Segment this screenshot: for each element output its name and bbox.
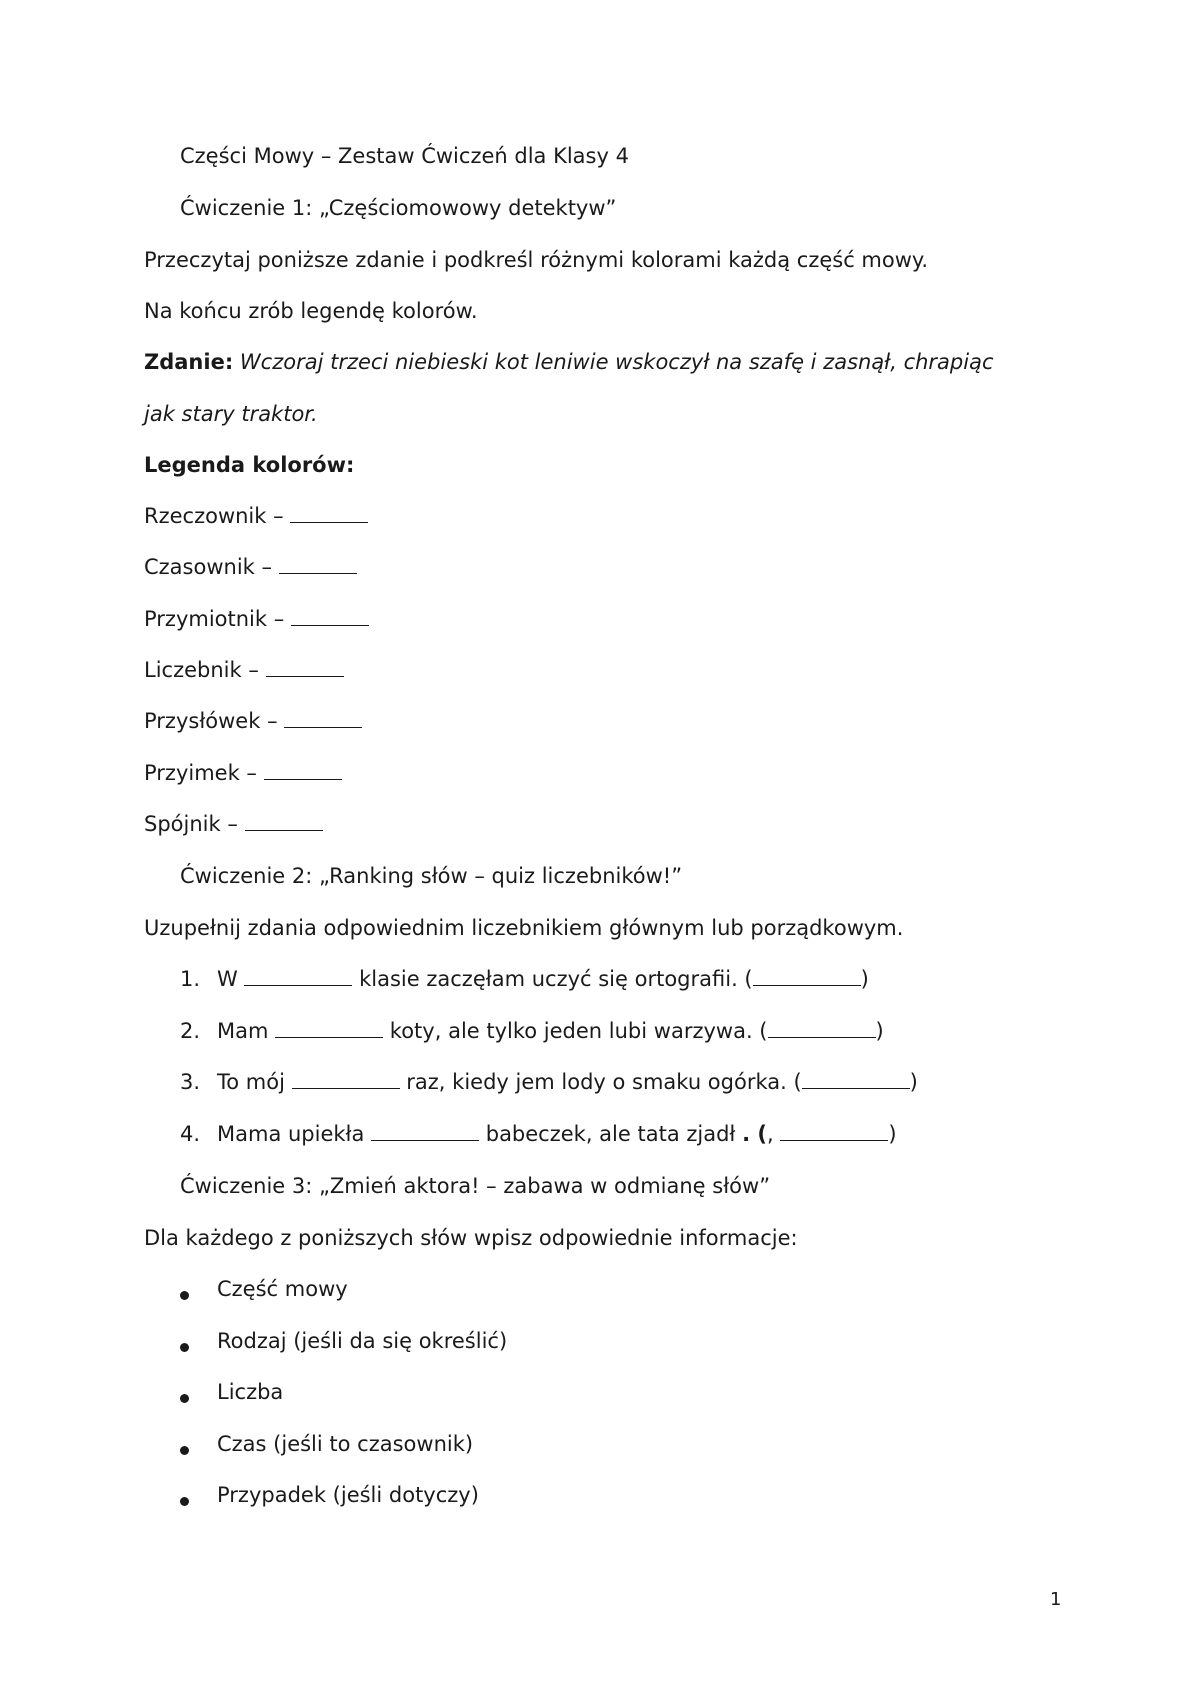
item-number: 4. xyxy=(180,1122,201,1146)
exercise-2-instruction: Uzupełnij zdania odpowiednim liczebnikiem głównym lub porządkowym. xyxy=(144,916,904,940)
legend-label: Przysłówek – xyxy=(144,709,285,733)
item-text: ) xyxy=(909,1070,918,1094)
bullet-icon xyxy=(180,1291,189,1300)
item-text: . ( xyxy=(742,1122,767,1146)
bullet-icon xyxy=(180,1343,189,1352)
answer-blank[interactable] xyxy=(266,656,344,677)
legend-label: Rzeczownik – xyxy=(144,504,291,528)
answer-blank[interactable] xyxy=(290,502,368,523)
legend-label: Czasownik – xyxy=(144,555,279,579)
item-text: raz, kiedy jem lody o smaku ogórka. ( xyxy=(399,1070,802,1094)
item-text: Mama upiekła xyxy=(217,1122,372,1146)
answer-blank[interactable] xyxy=(371,1120,479,1141)
bullet-icon xyxy=(180,1446,189,1455)
legend-row-conjunction xyxy=(144,810,323,838)
exercise-3-instruction: Dla każdego z poniższych słów wpisz odpowiednie informacje: xyxy=(144,1226,798,1250)
page-title: Części Mowy – Zestaw Ćwiczeń dla Klasy 4 xyxy=(180,144,629,168)
legend-row-preposition xyxy=(144,759,342,787)
quiz-item-2 xyxy=(217,1017,884,1045)
quiz-item-4 xyxy=(217,1120,897,1148)
item-text: klasie zaczęłam uczyć się ortografii. ( xyxy=(352,967,753,991)
list-item: Rodzaj (jeśli da się określić) xyxy=(217,1329,508,1353)
list-item: Przypadek (jeśli dotyczy) xyxy=(217,1483,479,1507)
sentence-line-2: jak stary traktor. xyxy=(144,402,318,426)
item-text: babeczek, ale tata zjadł xyxy=(479,1122,743,1146)
legend-row-numeral xyxy=(144,656,344,684)
answer-blank[interactable] xyxy=(245,810,323,831)
item-number: 2. xyxy=(180,1019,201,1043)
legend-title: Legenda kolorów: xyxy=(144,453,355,477)
list-item: Część mowy xyxy=(217,1277,348,1301)
sentence-label: Zdanie: xyxy=(144,350,234,374)
item-text: ) xyxy=(888,1122,897,1146)
page-number: 1 xyxy=(1050,1589,1062,1610)
answer-blank[interactable] xyxy=(244,965,352,986)
answer-blank[interactable] xyxy=(292,1068,400,1089)
legend-row-adverb xyxy=(144,707,362,735)
item-text: Mam xyxy=(217,1019,276,1043)
legend-label: Spójnik – xyxy=(144,812,245,836)
item-text: W xyxy=(217,967,245,991)
answer-blank[interactable] xyxy=(264,759,342,780)
answer-blank[interactable] xyxy=(753,965,861,986)
quiz-item-1 xyxy=(217,965,869,993)
answer-blank[interactable] xyxy=(768,1017,876,1038)
quiz-item-3 xyxy=(217,1068,918,1096)
legend-label: Przyimek – xyxy=(144,761,264,785)
answer-blank[interactable] xyxy=(275,1017,383,1038)
legend-row-verb xyxy=(144,553,357,581)
item-text: koty, ale tylko jeden lubi warzywa. ( xyxy=(383,1019,768,1043)
exercise-3-heading: Ćwiczenie 3: „Zmień aktora! – zabawa w odmianę słów” xyxy=(180,1174,771,1198)
exercise-1-heading: Ćwiczenie 1: „Częściomowowy detektyw” xyxy=(180,196,617,220)
item-text: To mój xyxy=(217,1070,292,1094)
answer-blank[interactable] xyxy=(802,1068,910,1089)
item-number: 3. xyxy=(180,1070,201,1094)
exercise-1-instruction-2: Na końcu zrób legendę kolorów. xyxy=(144,299,478,323)
item-text: ) xyxy=(860,967,869,991)
sentence-text: Wczoraj trzeci niebieski kot leniwie wskoczył na szafę i zasnął, chrapiąc xyxy=(239,350,994,374)
legend-label: Przymiotnik – xyxy=(144,607,291,631)
answer-blank[interactable] xyxy=(291,605,369,626)
item-text: , xyxy=(766,1122,781,1146)
exercise-1-instruction-1: Przeczytaj poniższe zdanie i podkreśl różnymi kolorami każdą część mowy. xyxy=(144,248,929,272)
legend-row-noun xyxy=(144,502,368,530)
bullet-icon xyxy=(180,1497,189,1506)
legend-label: Liczebnik – xyxy=(144,658,266,682)
bullet-icon xyxy=(180,1394,189,1403)
sentence-line-1 xyxy=(144,348,994,376)
exercise-2-heading: Ćwiczenie 2: „Ranking słów – quiz liczebników!” xyxy=(180,864,683,888)
list-item: Czas (jeśli to czasownik) xyxy=(217,1432,474,1456)
list-item: Liczba xyxy=(217,1380,284,1404)
item-number: 1. xyxy=(180,967,201,991)
legend-row-adjective xyxy=(144,605,369,633)
answer-blank[interactable] xyxy=(780,1120,888,1141)
item-text: ) xyxy=(875,1019,884,1043)
answer-blank[interactable] xyxy=(279,553,357,574)
answer-blank[interactable] xyxy=(284,707,362,728)
